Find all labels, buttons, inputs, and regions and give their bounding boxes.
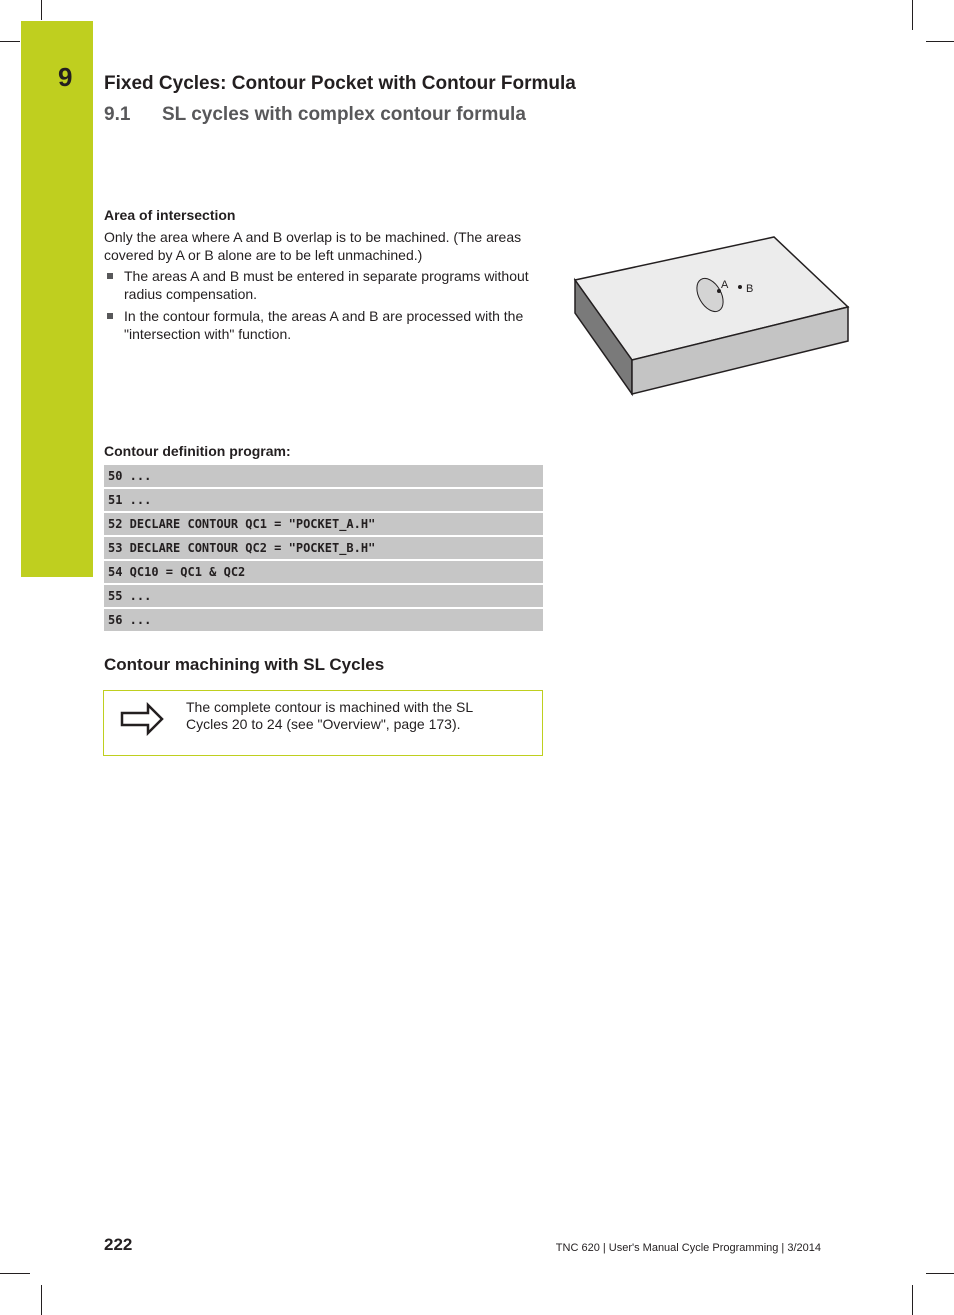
footer-text: TNC 620 | User's Manual Cycle Programming | 3/2014 bbox=[555, 1242, 821, 1254]
code-line: 50 ... bbox=[104, 465, 543, 487]
chapter-tab bbox=[21, 21, 93, 577]
intersection-figure bbox=[572, 234, 852, 398]
section-title-text: SL cycles with complex contour formula bbox=[162, 104, 526, 125]
list-item bbox=[104, 307, 534, 343]
crop-mark bbox=[0, 1273, 30, 1274]
crop-mark bbox=[0, 41, 20, 42]
note-box bbox=[103, 690, 543, 756]
crop-mark bbox=[912, 0, 913, 30]
note-text: The complete contour is machined with the SL Cycles 20 to 24 (see "Overview", page 173). bbox=[186, 699, 473, 732]
label-b: B bbox=[746, 283, 754, 295]
crop-mark bbox=[912, 1285, 913, 1315]
crop-mark bbox=[926, 1273, 954, 1274]
code-line: 51 ... bbox=[104, 489, 543, 511]
crop-mark bbox=[926, 41, 954, 42]
intersection-heading: Area of intersection bbox=[104, 207, 236, 223]
list-item bbox=[104, 267, 534, 303]
code-line: 52 DECLARE CONTOUR QC1 = "POCKET_A.H" bbox=[104, 513, 543, 535]
code-line: 55 ... bbox=[104, 585, 543, 607]
bullet-square-icon bbox=[107, 273, 113, 279]
section-number: 9.1 bbox=[104, 104, 131, 125]
code-line: 56 ... bbox=[104, 609, 543, 631]
crop-mark bbox=[41, 0, 42, 20]
crop-mark bbox=[41, 1285, 42, 1315]
code-line: 53 DECLARE CONTOUR QC2 = "POCKET_B.H" bbox=[104, 537, 543, 559]
intersection-paragraph: Only the area where A and B overlap is to be machined. (The areas covered by A or B alone are to be left unmachined.) bbox=[104, 229, 522, 263]
point-b-marker bbox=[738, 285, 742, 289]
code-line: 54 QC10 = QC1 & QC2 bbox=[104, 561, 543, 583]
code-table bbox=[104, 465, 543, 633]
arrow-right-icon bbox=[119, 702, 165, 736]
intersection-bullets bbox=[104, 267, 534, 347]
program-heading: Contour definition program: bbox=[104, 443, 291, 459]
section-title bbox=[104, 104, 526, 126]
bullet-text: In the contour formula, the areas A and B are processed with the "intersection with" function. bbox=[124, 308, 524, 342]
bullet-text: The areas A and B must be entered in separate programs without radius compensation. bbox=[124, 268, 529, 302]
label-a: A bbox=[721, 279, 729, 291]
chapter-number: 9 bbox=[58, 62, 73, 92]
machining-heading: Contour machining with SL Cycles bbox=[104, 655, 385, 674]
bullet-square-icon bbox=[107, 313, 113, 319]
chapter-title: Fixed Cycles: Contour Pocket with Contour Formula bbox=[104, 73, 576, 94]
page-number: 222 bbox=[104, 1235, 133, 1254]
